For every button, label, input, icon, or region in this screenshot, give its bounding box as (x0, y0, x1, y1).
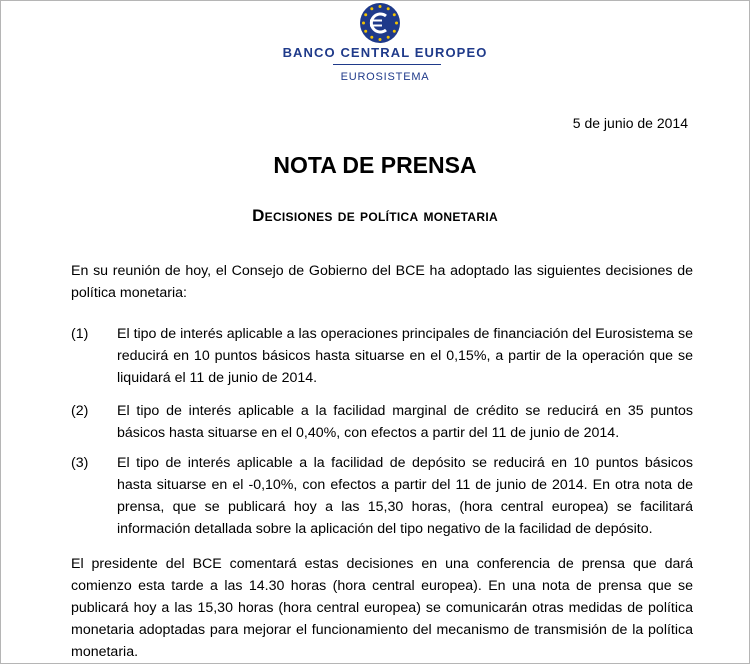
list-item-text: El tipo de interés aplicable a las operaciones principales de financiación del Eurosistema se reducirá en 10 puntos básicos hasta situarse en el 0,15%, a partir de la operación que se liquidará el 11 de junio de 2014. (117, 326, 693, 386)
closing-paragraph: El presidente del BCE comentará estas decisiones en una conferencia de prensa que dará comienzo esta tarde a las 14.30 horas (hora central europea). En una nota de prensa que se publicará hoy a las 15,30 horas (hora central europea) se comunicarán otras medidas de política monetaria adoptadas para mejorar el funcionamiento del mecanismo de transmisión de la política monetaria. (71, 556, 693, 660)
list-item (71, 452, 693, 540)
list-item-number: (2) (71, 403, 89, 419)
list-item-number: (1) (71, 326, 89, 342)
list-item-number: (3) (71, 455, 89, 471)
list-item-text: El tipo de interés aplicable a la facilidad marginal de crédito se reducirá en 35 puntos básicos hasta situarse en el 0,40%, con efectos a partir del 11 de junio de 2014. (117, 403, 693, 441)
list-item (71, 323, 693, 389)
intro-paragraph: En su reunión de hoy, el Consejo de Gobierno del BCE ha adoptado las siguientes decisiones de política monetaria: (71, 263, 693, 301)
list-item-text: El tipo de interés aplicable a la facilidad de depósito se reducirá en 10 puntos básicos hasta situarse en el -0,10%, con efectos a partir del 11 de junio de 2014. En otra nota de prensa, que se publicará hoy a las 15,30 horas, (hora central europea) se facilitará información detallada sobre la aplicación del tipo negativo de la facilidad de depósito. (117, 455, 693, 537)
list-item (71, 400, 693, 444)
document-date: 5 de junio de 2014 (572, 115, 688, 131)
bank-name: BANCO CENTRAL EUROPEO (282, 45, 488, 60)
page-subtitle: Decisiones de política monetaria (252, 206, 498, 225)
header-divider (333, 64, 441, 65)
bank-subtitle: EUROSISTEMA (340, 71, 430, 83)
ecb-euro-logo-icon (359, 2, 401, 44)
page-title: NOTA DE PRENSA (273, 152, 477, 178)
